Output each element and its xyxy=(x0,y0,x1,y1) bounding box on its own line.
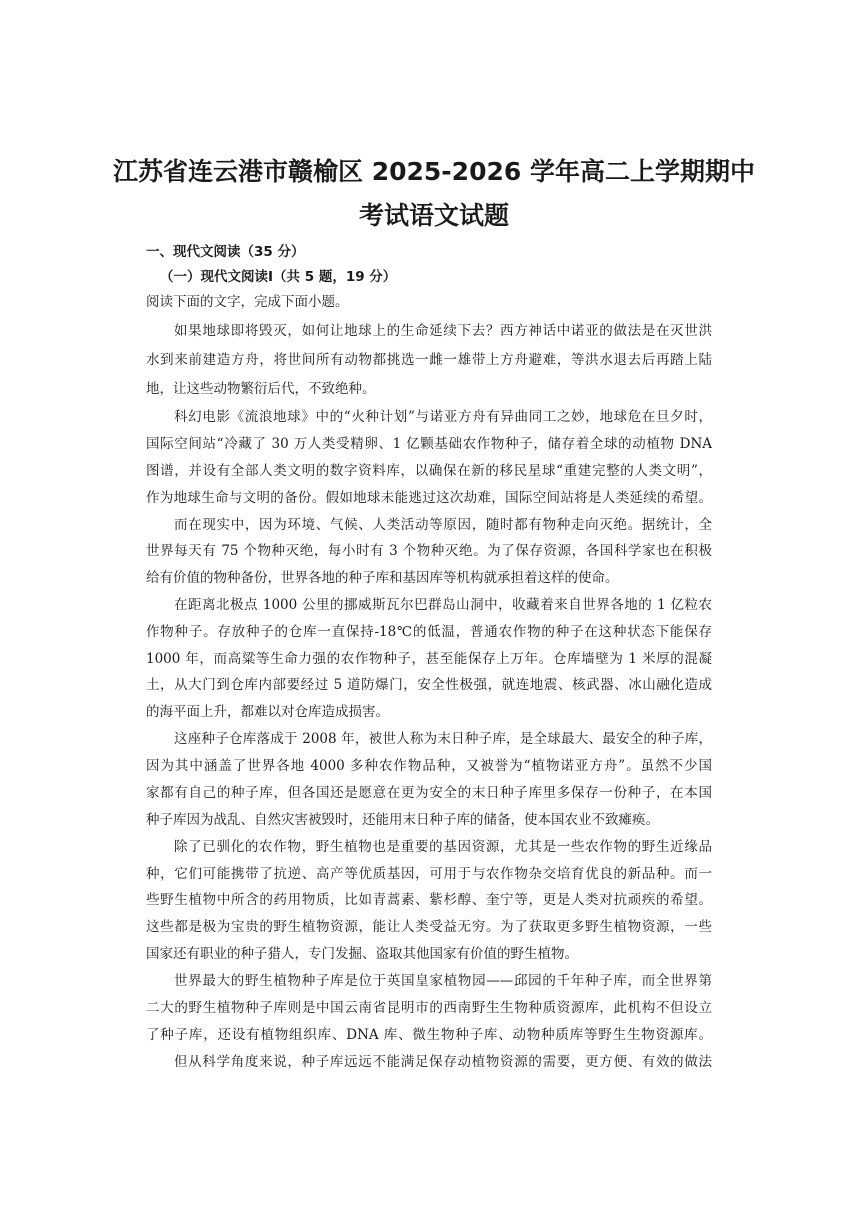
passage-line: 给有价值的物种备份，世界各地的种子库和基因库等机构就承担着这样的使命。 xyxy=(146,570,619,586)
passage-line: 世界每天有 75 个物种灭绝，每小时有 3 个物种灭绝。为了保存资源，各国科学家也在积极 xyxy=(146,543,712,559)
passage-line: 在距离北极点 1000 公里的挪威斯瓦尔巴群岛山洞中，收藏着来自世界各地的 1 亿粒农 xyxy=(174,597,712,613)
passage-line: 些野生植物中所含的药用物质，比如青蒿素、紫杉醇、奎宁等，更是人类对抗顽疾的希望。 xyxy=(146,892,712,908)
passage-line: 水到来前建造方舟，将世间所有动物都挑选一雌一雄带上方舟避难，等洪水退去后再踏上陆 xyxy=(146,352,712,368)
passage-line: 家都有自己的种子库，但各国还是愿意在更为安全的末日种子库里多保存一份种子，在本国 xyxy=(146,785,712,801)
passage-line: 作为地球生命与文明的备份。假如地球未能逃过这次劫难，国际空间站将是人类延续的希望。 xyxy=(146,490,712,506)
passage-line: 国际空间站“冷藏了 30 万人类受精卵、1 亿颗基础农作物种子，储存着全球的动植物 DNA xyxy=(146,436,712,452)
passage-line: 了种子库，还设有植物组织库、DNA 库、微生物种子库、动物种质库等野生生物资源库。 xyxy=(146,1027,712,1043)
passage-line: 1000 年，而高粱等生命力强的农作物种子，甚至能保存上万年。仓库墙壁为 1 米厚的混凝 xyxy=(146,651,712,667)
passage-line: 这些都是极为宝贵的野生植物资源，能让人类受益无穷。为了获取更多野生植物资源，一些 xyxy=(146,919,712,935)
passage-line: 但从科学角度来说，种子库远远不能满足保存动植物资源的需要，更方便、有效的做法 xyxy=(174,1054,712,1070)
passage-line: 种子库因为战乱、自然灾害被毁时，还能用末日种子库的储备，使本国农业不致瘫痪。 xyxy=(146,812,659,828)
passage-line: 这座种子仓库落成于 2008 年，被世人称为末日种子库，是全球最大、最安全的种子库， xyxy=(174,731,712,747)
document-title-line-1: 江苏省连云港市赣榆区 2025-2026 学年高二上学期期中 xyxy=(113,157,755,186)
passage-line: 地，让这些动物繁衍后代，不致绝种。 xyxy=(146,381,376,397)
passage-line: 世界最大的野生植物种子库是位于英国皇家植物园——邱园的千年种子库，而全世界第 xyxy=(174,973,712,989)
passage-line: 除了已驯化的农作物，野生植物也是重要的基因资源，尤其是一些农作物的野生近缘品 xyxy=(174,839,712,855)
passage-line: 科幻电影《流浪地球》中的“火种计划”与诺亚方舟有异曲同工之妙，地球危在旦夕时， xyxy=(174,409,712,425)
passage-line: 而在现实中，因为环境、气候、人类活动等原因，随时都有物种走向灭绝。据统计，全 xyxy=(174,517,712,533)
section-heading: 一、现代文阅读（35 分） xyxy=(146,244,305,260)
passage-line: 作物种子。存放种子的仓库一直保持-18℃的低温，普通农作物的种子在这种状态下能保存 xyxy=(146,624,712,640)
passage-line: 图谱，并设有全部人类文明的数字资料库，以确保在新的移民星球“重建完整的人类文明”， xyxy=(146,463,712,479)
document-title-line-2: 考试语文试题 xyxy=(358,201,509,230)
passage-line: 的海平面上升，都难以对仓库造成损害。 xyxy=(146,704,389,720)
passage-line: 因为其中涵盖了世界各地 4000 多种农作物品种，又被誉为“植物诺亚方舟”。虽然不少国 xyxy=(146,758,712,774)
passage-line: 如果地球即将毁灭，如何让地球上的生命延续下去？西方神话中诺亚的做法是在灭世洪 xyxy=(174,323,712,339)
passage-line: 种，它们可能携带了抗逆、高产等优质基因，可用于与农作物杂交培育优良的新品种。而一 xyxy=(146,866,712,882)
passage-line: 土，从大门到仓库内部要经过 5 道防爆门，安全性极强，就连地震、核武器、冰山融化造成 xyxy=(146,677,712,693)
passage-line: 国家还有职业的种子猎人，专门发掘、盗取其他国家有价值的野生植物。 xyxy=(146,946,578,962)
subsection-heading: （一）现代文阅读Ⅰ（共 5 题，19 分） xyxy=(160,269,397,285)
reading-instruction: 阅读下面的文字，完成下面小题。 xyxy=(146,294,349,310)
passage-line: 二大的野生植物种子库则是中国云南省昆明市的西南野生生物种质资源库，此机构不但设立 xyxy=(146,1000,712,1016)
